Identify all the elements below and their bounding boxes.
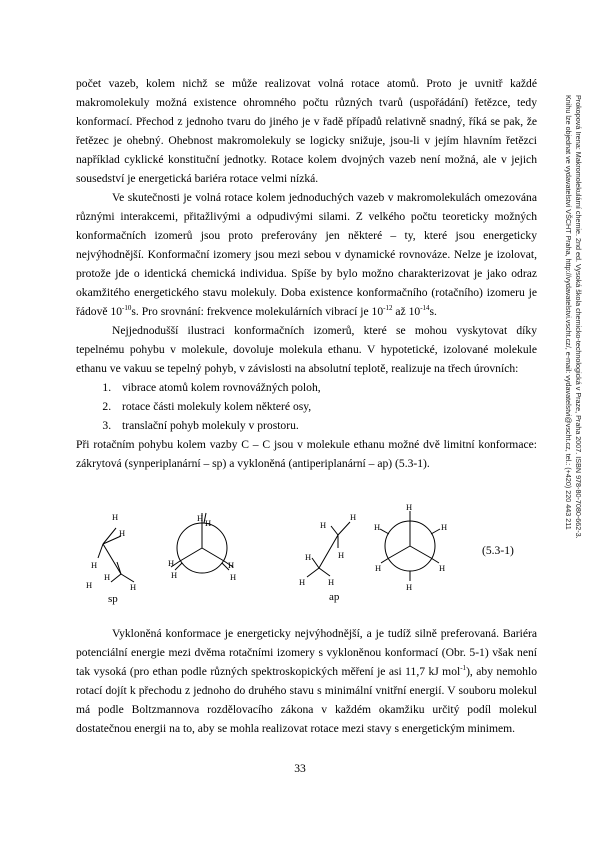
atom-label: H <box>375 563 382 573</box>
atom-label: H <box>350 512 357 522</box>
atom-label: H <box>338 550 345 560</box>
atom-label: H <box>406 582 413 592</box>
atom-label: H <box>197 513 204 523</box>
list-item: 3. translační pohyb molekuly v prostoru. <box>114 416 537 435</box>
atom-label: H <box>91 560 98 570</box>
atom-label: H <box>439 563 446 573</box>
atom-label: H <box>119 528 126 538</box>
atom-label: H <box>86 580 93 590</box>
motion-levels-list <box>76 378 537 435</box>
page-number: 33 <box>294 762 306 775</box>
atom-label: H <box>171 570 178 580</box>
label-sp: sp <box>108 593 118 605</box>
atom-label: H <box>406 502 413 512</box>
list-item: 2. rotace části molekuly kolem některé osy, <box>114 397 537 416</box>
atom-label: H <box>374 522 381 532</box>
ap-cc-bond <box>319 535 338 568</box>
atom-label: H <box>168 558 175 568</box>
ethane-conformations-figure <box>76 500 536 608</box>
sp-cc-bond <box>103 544 121 574</box>
atom-label: H <box>328 577 335 587</box>
paragraph-4: Při rotačním pohybu kolem vazby C – C jsou v molekule ethanu možné dvě limitní konformace: zákrytová (synperiplanární – sp) a vykloněná (antiperiplanární – ap) (5.3-1). <box>76 438 537 470</box>
atom-label: H <box>130 582 137 592</box>
page-body-top <box>76 74 537 473</box>
paragraph-1: počet vazeb, kolem nichž se může realizovat volná rotace atomů. Proto je uvnitř každé makromolekuly možná existence ohromného počtu různých tvarů (uspořádání) řetězce, tedy konformací. Přechod z jednoho tvaru do jiného je v řadě případů relativně snadný, říká se pak, že řetězec je ohebný. Ohebnost makromolekuly se logicky snižuje, jsou-li v jejím hlavním řetězci například cyklické konstituční jednotky. Rotace kolem dvojných vazeb není možná, ale v jejich sousedství je energetická bariéra rotace velmi nízká. <box>76 77 537 185</box>
paragraph-5: Vykloněná konformace je energeticky nejvýhodnější, a je tudíž silně preferovaná. Bariéra potenciální energie mezi dvěma rotačními izomery s vykloněnou konformací (Obr. 5-1) však není tak vysoká (pro ethan podle různých spektroskopických měření je asi 11,7 kJ mol$^{-1}$), aby nemohlo rotací dojít k přechodu z jednoho do druhého stavu s minimální vnitřní energií. V souboru molekul má podle Boltzmannova rozdělovacího zákona v každém okamžiku určitý podíl molekul dostatečnou energii na to, aby se mohla realizovat rotace mezi stavy s energetickým minimem. <box>76 627 537 735</box>
atom-label: H <box>305 552 312 562</box>
equation-number: (5.3-1) <box>482 544 514 557</box>
label-ap: ap <box>329 591 340 603</box>
atom-label: H <box>205 518 212 528</box>
atom-label: H <box>112 512 119 522</box>
paragraph-3: Nejjednodušší ilustraci konformačních izomerů, které se mohou vyskytovat díky tepelnému pohybu v molekule, dovoluje molekula ethanu. V hypotetické, izolované molekule ethanu ve vakuu se tepelný pohyb, v závislosti na absolutní teplotě, realizuje na třech úrovních: <box>76 324 537 375</box>
atom-label: H <box>299 577 306 587</box>
atom-label: H <box>320 520 327 530</box>
page-body-bottom <box>76 624 537 738</box>
atom-label: H <box>230 572 237 582</box>
atom-label: H <box>441 522 448 532</box>
list-item: 1. vibrace atomů kolem rovnovážných poloh, <box>114 378 537 397</box>
atom-label: H <box>228 560 235 570</box>
atom-label: H <box>104 572 111 582</box>
paragraph-2: Ve skutečnosti je volná rotace kolem jednoduchých vazeb v makromolekulách omezována různými interakcemi, přitažlivými a odpudivými silami. Z velkého počtu teoreticky možných konformačních izomerů jsou proto preferovány jen některé – ty, které jsou energeticky nejvýhodnější. Konformační izomery jsou mezi sebou v dynamické rovnováze. Nelze je izolovat, protože jde o identická chemická individua. Spíše by bylo možno charakterizovat je jako odraz okamžitého energetického stavu molekuly. Doba existence konformačního (rotačního) izomeru je řádově $10^{-10}s$. Pro srovnání: frekvence molekulárních vibrací je $10^{-12}$ až $10^{-14}s$. <box>76 191 537 318</box>
